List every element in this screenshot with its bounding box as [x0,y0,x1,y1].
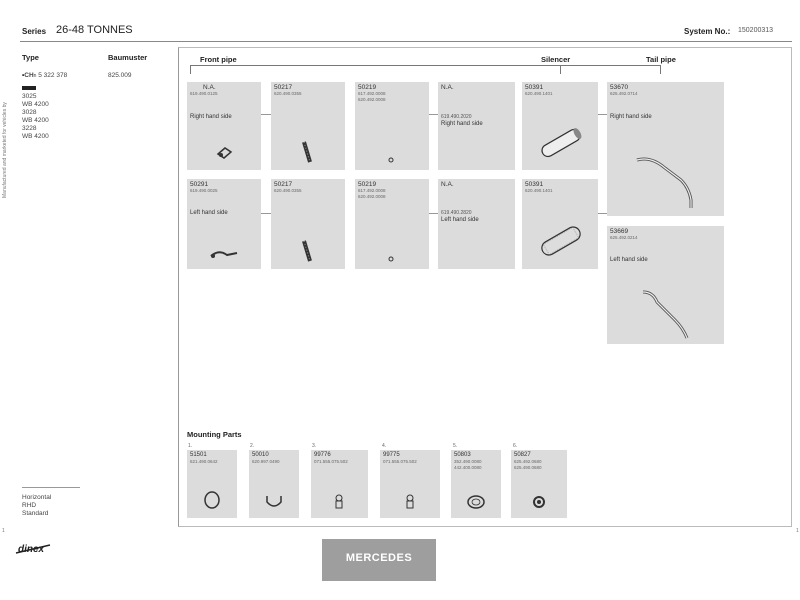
connector-line [261,213,271,214]
part-side: Left hand side [190,210,228,216]
baumuster-header: Baumuster [108,53,148,62]
connector-line [429,213,438,214]
part-code: 50291 [190,181,209,188]
part-ref: 620.997.0490 [252,459,280,464]
part-ref: 617.492.0008 [358,188,386,193]
part-code: 50217 [274,181,293,188]
part-side: Right hand side [190,114,232,120]
part-code: 53670 [610,84,629,91]
mount-number: 6. [513,443,518,449]
header-divider [20,41,792,42]
part-code: N.A. [441,181,454,188]
model-item: 3228 [22,125,37,132]
mount-card[interactable] [249,450,299,518]
mount-number: 3. [312,443,317,449]
part-side: Left hand side [441,217,479,223]
model-item: WB 4200 [22,117,49,124]
spec-list [22,494,51,518]
ring-gasket-icon [465,492,487,510]
clamp-icon [201,490,223,510]
model-item: 3028 [22,109,37,116]
model-list [22,93,49,141]
page-mark: 1 [796,528,799,534]
side-note: Manufactured and marketed for vehicles by [2,102,8,198]
part-card[interactable] [607,82,724,216]
bracket-tick [560,65,561,74]
part-card[interactable] [271,179,345,269]
gasket-icon [387,156,395,164]
part-ref: 620.490.1401 [525,188,553,193]
bracket-tick [660,65,661,74]
connector-line [598,213,607,214]
part-card[interactable] [607,226,724,344]
mount-card[interactable] [511,450,567,518]
part-card[interactable] [187,179,261,269]
system-no-label: System No.: [684,27,731,36]
part-ref: 617.492.0008 [358,91,386,96]
part-code: 50803 [454,452,471,458]
ch-prefix: n [33,73,37,79]
dinex-logo-icon [14,540,52,556]
ch-row: •CHn 5 322 378 [22,72,68,79]
part-code: 50827 [514,452,531,458]
mount-card[interactable] [311,450,368,518]
page-mark: 1 [2,528,5,534]
part-ref: 071.555.075.502 [383,459,417,464]
spec-divider [22,487,80,488]
part-card[interactable] [271,82,345,170]
part-code: 50219 [358,84,377,91]
spec-item: Horizontal [22,494,52,501]
part-code: 50010 [252,452,269,458]
silencer-icon [536,126,586,160]
section-bracket [190,65,660,66]
truck-icon [22,86,36,90]
gasket-icon [387,255,395,263]
flex-pipe-icon [301,140,313,164]
bolt-icon [404,494,416,510]
part-code: 50217 [274,84,293,91]
part-ref: 625.492.0714 [610,91,638,96]
nut-icon [531,494,547,510]
part-side: Right hand side [441,121,483,127]
spec-item: RHD [22,502,37,509]
bracket-tick [190,65,191,74]
part-card[interactable] [438,82,515,170]
part-card[interactable] [438,179,515,269]
part-ref: 625.492.0680 [514,459,542,464]
tail-pipe-icon [633,150,703,212]
type-header: Type [22,53,39,62]
flange-pipe-icon [215,144,235,160]
part-side: Left hand side [610,257,648,263]
u-clamp-icon [263,492,285,510]
part-code: N.A. [441,84,454,91]
mount-card[interactable] [380,450,440,518]
part-ref: 619.490.2020 [441,114,472,120]
mount-card[interactable] [451,450,501,518]
part-card[interactable] [522,179,598,269]
mount-number: 5. [453,443,458,449]
part-code: 50219 [358,181,377,188]
silencer-icon [536,223,586,259]
spec-item: Standard [22,510,49,517]
tail-pipe-icon [637,286,697,342]
model-item: WB 4200 [22,101,49,108]
part-code: 50391 [525,84,544,91]
mount-number: 1. [188,443,193,449]
part-code: 53669 [610,228,629,235]
model-item: WB 4200 [22,133,49,140]
part-ref: 620.492.0008 [358,97,386,102]
mount-number: 4. [382,443,387,449]
svg-text:dinex: dinex [18,544,45,555]
system-no-value: 150200313 [738,27,774,34]
series-value: 26-48 TONNES [56,24,133,36]
part-ref: 619.490.0025 [190,188,218,193]
tail-pipe-title: Tail pipe [646,55,676,64]
bolt-icon [333,494,345,510]
front-pipe-title: Front pipe [200,55,237,64]
part-ref: 620.490.1401 [525,91,553,96]
part-code: 51501 [190,452,207,458]
connector-line [261,114,271,115]
part-ref: 352.490.0080 [454,459,482,464]
part-ref: 625.490.0680 [514,465,542,470]
baumuster-value: 825.009 [108,72,132,79]
ch-value: 5 322 378 [38,72,68,79]
series-label: Series [22,27,47,36]
brand-label: MERCEDES [345,552,413,564]
mount-number: 2. [250,443,255,449]
ch-label: CH [24,72,34,79]
front-pipe-icon [209,247,239,261]
part-card[interactable] [355,179,429,269]
mounting-parts-title: Mounting Parts [187,430,242,439]
mount-card[interactable] [187,450,237,518]
part-ref: 625.492.0214 [610,235,638,240]
connector-line [598,114,607,115]
part-ref: 619.490.0125 [190,91,218,96]
dinex-logo [14,540,52,561]
part-code: 99776 [314,452,331,458]
flex-pipe-icon [301,239,313,263]
part-card[interactable] [355,82,429,170]
part-code: 99775 [383,452,400,458]
part-ref: 442.400.0080 [454,465,482,470]
part-ref: 620.490.0355 [274,91,302,96]
connector-line [429,114,438,115]
part-card[interactable] [522,82,598,170]
part-card[interactable] [187,82,261,170]
part-code: N.A. [203,84,216,91]
part-ref: 619.490.2820 [441,210,472,216]
part-ref: 620.490.0355 [274,188,302,193]
model-item: 3025 [22,93,37,100]
part-ref: 071.555.075.502 [314,459,348,464]
silencer-title: Silencer [541,55,571,64]
part-side: Right hand side [610,114,652,120]
part-code: 50391 [525,181,544,188]
part-ref: 621.490.0642 [190,459,218,464]
part-ref: 620.492.0008 [358,194,386,199]
